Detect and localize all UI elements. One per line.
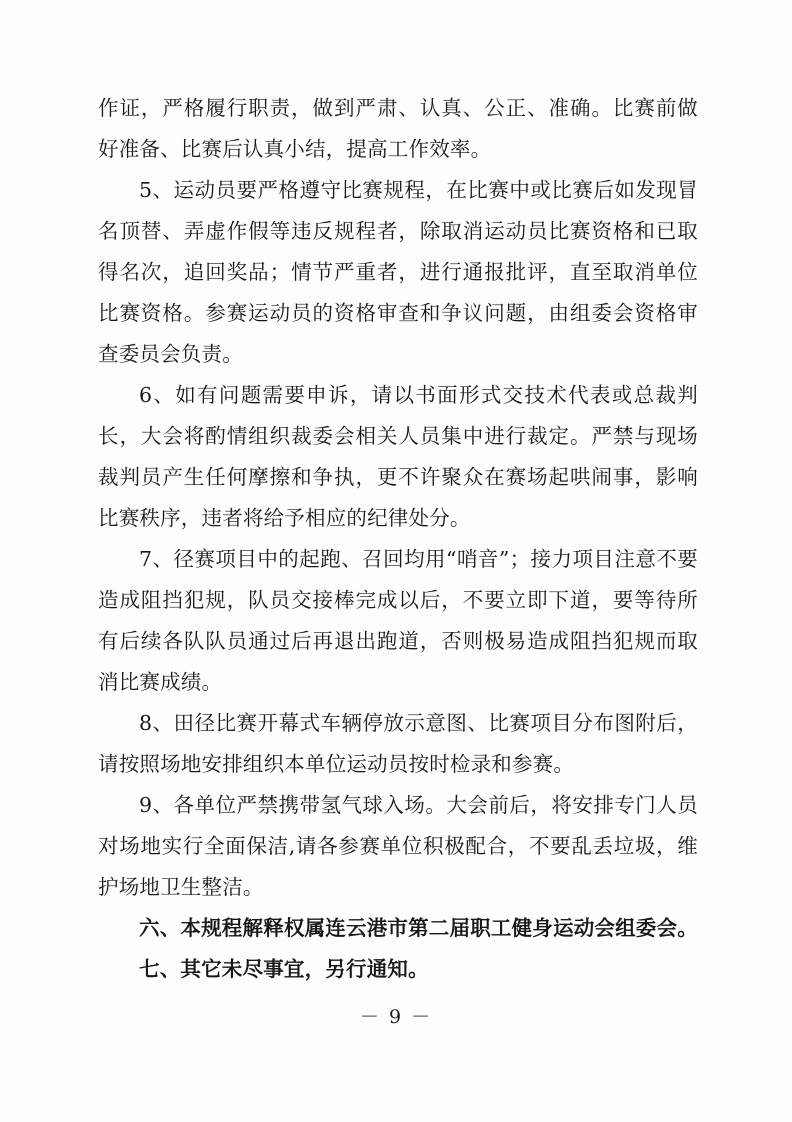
paragraph-section-six: 六、本规程解释权属连云港市第二届职工健身运动会组委会。 xyxy=(139,916,698,940)
page-number: － 9 － xyxy=(359,1006,433,1028)
paragraph-item-6: 6、如有问题需要申诉，请以书面形式交技术代表或总裁判长，大会将酌情组织裁委会相关人员集中进行裁定。严禁与现场裁判员产生任何摩擦和争执，更不许聚众在赛场起哄闹事，影响比赛秩序，违者将给予相应的纪律处分。 xyxy=(98,383,698,530)
paragraph-item-7: 7、径赛项目中的起跑、召回均用“哨音”；接力项目注意不要造成阻挡犯规，队员交接棒完成以后，不要立即下道，要等待所有后续各队队员通过后再退出跑道，否则极易造成阻挡犯规而取消比赛成绩。 xyxy=(98,547,698,694)
paragraph-section-seven: 七、其它未尽事宜，另行通知。 xyxy=(139,957,429,981)
paragraph-item-8: 8、田径比赛开幕式车辆停放示意图、比赛项目分布图附后，请按照场地安排组织本单位运动员按时检录和参赛。 xyxy=(98,711,698,776)
paragraph-item-5: 5、运动员要严格遵守比赛规程，在比赛中或比赛后如发现冒名顶替、弄虚作假等违反规程者，除取消运动员比赛资格和已取得名次，追回奖品；情节严重者，进行通报批评，直至取消单位比赛资格。参赛运动员的资格审查和争议问题，由组委会资格审查委员会负责。 xyxy=(98,178,698,366)
document-body xyxy=(98,88,698,990)
paragraph-item-9: 9、各单位严禁携带氢气球入场。大会前后，将安排专门人员对场地实行全面保洁,请各参赛单位积极配合，不要乱丢垃圾，维护场地卫生整洁。 xyxy=(98,793,698,899)
paragraph-continued: 作证，严格履行职责，做到严肃、认真、公正、准确。比赛前做好准备、比赛后认真小结，提高工作效率。 xyxy=(98,96,698,161)
